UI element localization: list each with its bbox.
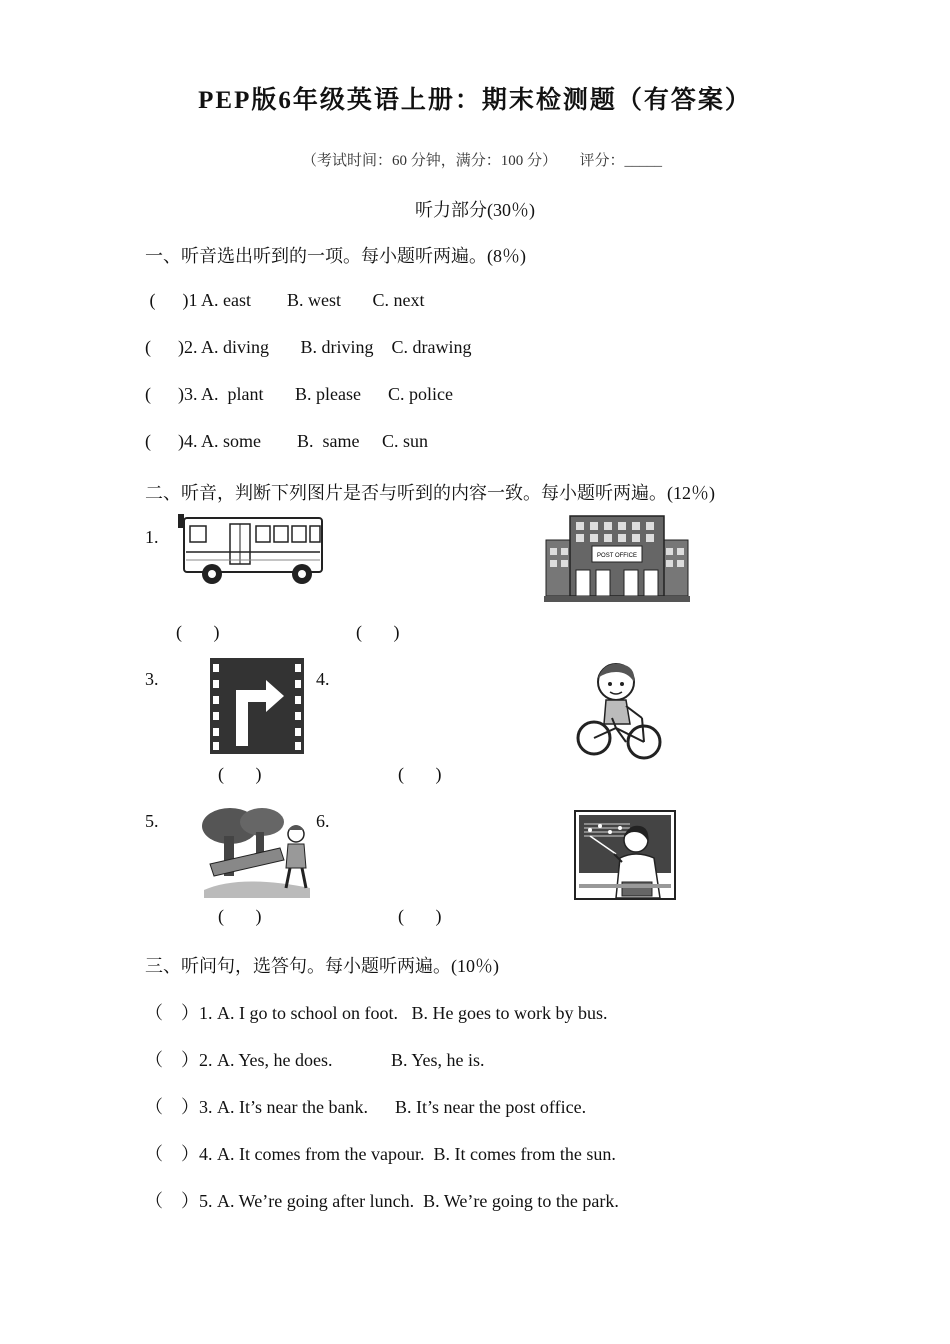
page-title: PEP版6年级英语上册：期末检测题（有答案）	[198, 87, 752, 114]
teacher-at-blackboard-picture	[574, 810, 676, 900]
answer-paren-5[interactable]: ( )	[218, 906, 262, 926]
answer-paren-4[interactable]: ( )	[398, 764, 442, 784]
part1-item-4: ( )4. A. some B. same C. sun	[145, 431, 428, 451]
post-office-picture	[544, 512, 690, 604]
listening-section-title: 听力部分(30％)	[415, 200, 535, 220]
part1-item-2: ( )2. A. diving B. driving C. drawing	[145, 337, 472, 357]
man-walking-by-trees-picture	[200, 804, 318, 898]
part1-item-1: ( )1 A. east B. west C. next	[145, 290, 425, 310]
question-number-1: 1.	[145, 527, 159, 547]
question-number-5: 5.	[145, 811, 159, 831]
part3-item-1: （ ）1. A. I go to school on foot. B. He goes to work by bus.	[145, 1003, 608, 1023]
turn-right-sign-picture	[210, 658, 304, 754]
question-number-4: 4.	[316, 669, 330, 689]
part3-item-5: （ ）5. A. We’re going after lunch. B. We’re going to the park.	[145, 1191, 619, 1211]
part3-item-4: （ ）4. A. It comes from the vapour. B. It comes from the sun.	[145, 1144, 616, 1164]
part2-heading: 二、听音，判断下列图片是否与听到的内容一致。每小题听两遍。(12％)	[145, 483, 715, 503]
question-number-6: 6.	[316, 811, 330, 831]
answer-paren-1[interactable]: ( )	[176, 622, 220, 642]
part1-heading: 一、听音选出听到的一项。每小题听两遍。(8％)	[145, 246, 526, 266]
bus-picture	[176, 512, 326, 588]
boy-riding-bike-picture	[576, 658, 664, 762]
part3-item-2: （ ）2. A. Yes, he does. B. Yes, he is.	[145, 1050, 485, 1070]
answer-paren-2[interactable]: ( )	[356, 622, 400, 642]
question-number-3: 3.	[145, 669, 159, 689]
part3-heading: 三、听问句，选答句。每小题听两遍。(10％)	[145, 956, 499, 976]
answer-paren-3[interactable]: ( )	[218, 764, 262, 784]
post-office-sign: POST OFFICE	[597, 553, 637, 559]
exam-meta: （考试时间：60 分钟，满分：100 分） 评分：_____	[302, 153, 663, 169]
part3-item-3: （ ）3. A. It’s near the bank. B. It’s near the post office.	[145, 1097, 587, 1117]
answer-paren-6[interactable]: ( )	[398, 906, 442, 926]
part1-item-3: ( )3. A. plant B. please C. police	[145, 384, 453, 404]
